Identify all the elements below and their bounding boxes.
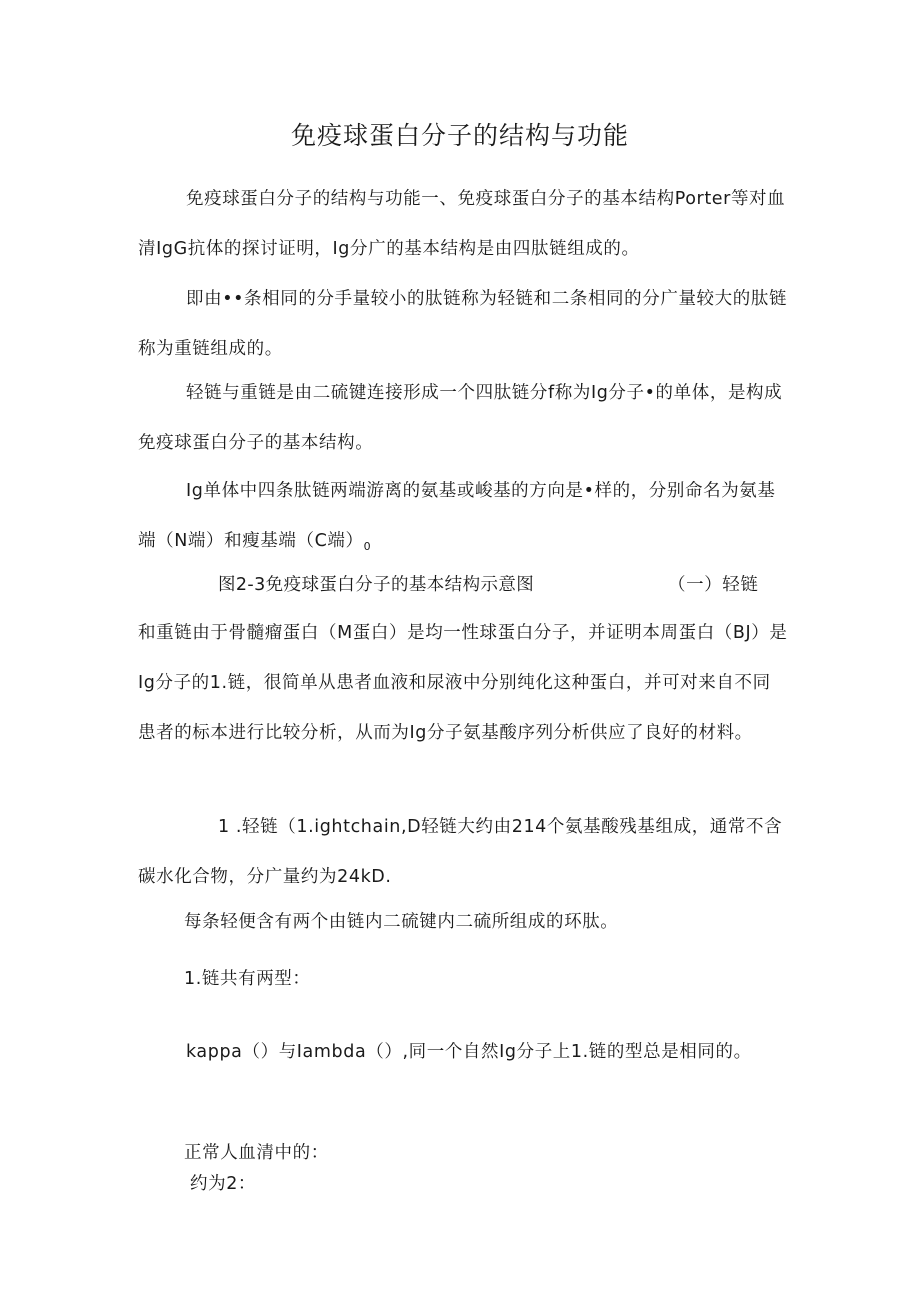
paragraph-text: 1 .轻链（1.ightchain,D轻链大约由214个氨基酸残基组成，通常不含碳水化合物，分广量约为24kD.	[138, 817, 783, 887]
paragraph-light-chain	[138, 802, 788, 902]
paragraph-ring-peptide: 每条轻便含有两个由链内二硫键内二硫所组成的环肽。	[184, 912, 619, 932]
paragraph-disulfide-bond	[138, 368, 788, 468]
section-heading: （一）轻链	[668, 575, 759, 595]
paragraph-normal-serum: 正常人血清中的：	[184, 1143, 329, 1163]
document-title: 免疫球蛋白分子的结构与功能	[290, 121, 629, 150]
paragraph-structure-intro	[138, 174, 788, 274]
paragraph-text: 和重链由于骨髓瘤蛋白（M蛋白）是均一性球蛋白分子，并证明本周蛋白（BJ）是Ig分子的1.链，很简单从患者血液和尿液中分别纯化这种蛋白，并可对来自不同患者的标本进行比较分析，从而为Ig分子氨基酸序列分析供应了良好的材料。	[138, 623, 788, 743]
paragraph-terminal-ends	[138, 466, 788, 572]
subscript-mark: 0	[363, 540, 372, 553]
paragraph-text: 轻链与重链是由二硫键连接形成一个四肽链分f称为Ig分子•的单体，是构成免疫球蛋白分子的基本结构。	[138, 383, 783, 453]
paragraph-myeloma-protein	[138, 608, 788, 758]
paragraph-ratio: 约为2：	[190, 1174, 257, 1194]
paragraph-text: Ig单体中四条肽链两端游离的氨基或峻基的方向是•样的，分别命名为氨基端（N端）和瘦基端（C端）	[138, 481, 776, 551]
paragraph-chains-definition	[138, 274, 788, 374]
paragraph-text: 免疫球蛋白分子的结构与功能一、免疫球蛋白分子的基本结构Porter等对血清IgG抗体的探讨证明，Ig分广的基本结构是由四肽链组成的。	[138, 189, 786, 259]
figure-caption: 图2-3免疫球蛋白分子的基本结构示意图	[218, 575, 535, 595]
paragraph-chain-types: 1.链共有两型：	[184, 969, 311, 989]
paragraph-text: kappa（）与Iambda（）,同一个自然Ig分子上1.链的型总是相同的。	[186, 1042, 752, 1062]
paragraph-text: 即由••条相同的分手量较小的肽链称为轻链和二条相同的分广量较大的肽链称为重链组成的。	[138, 289, 788, 359]
paragraph-kappa-lambda	[138, 1027, 788, 1077]
